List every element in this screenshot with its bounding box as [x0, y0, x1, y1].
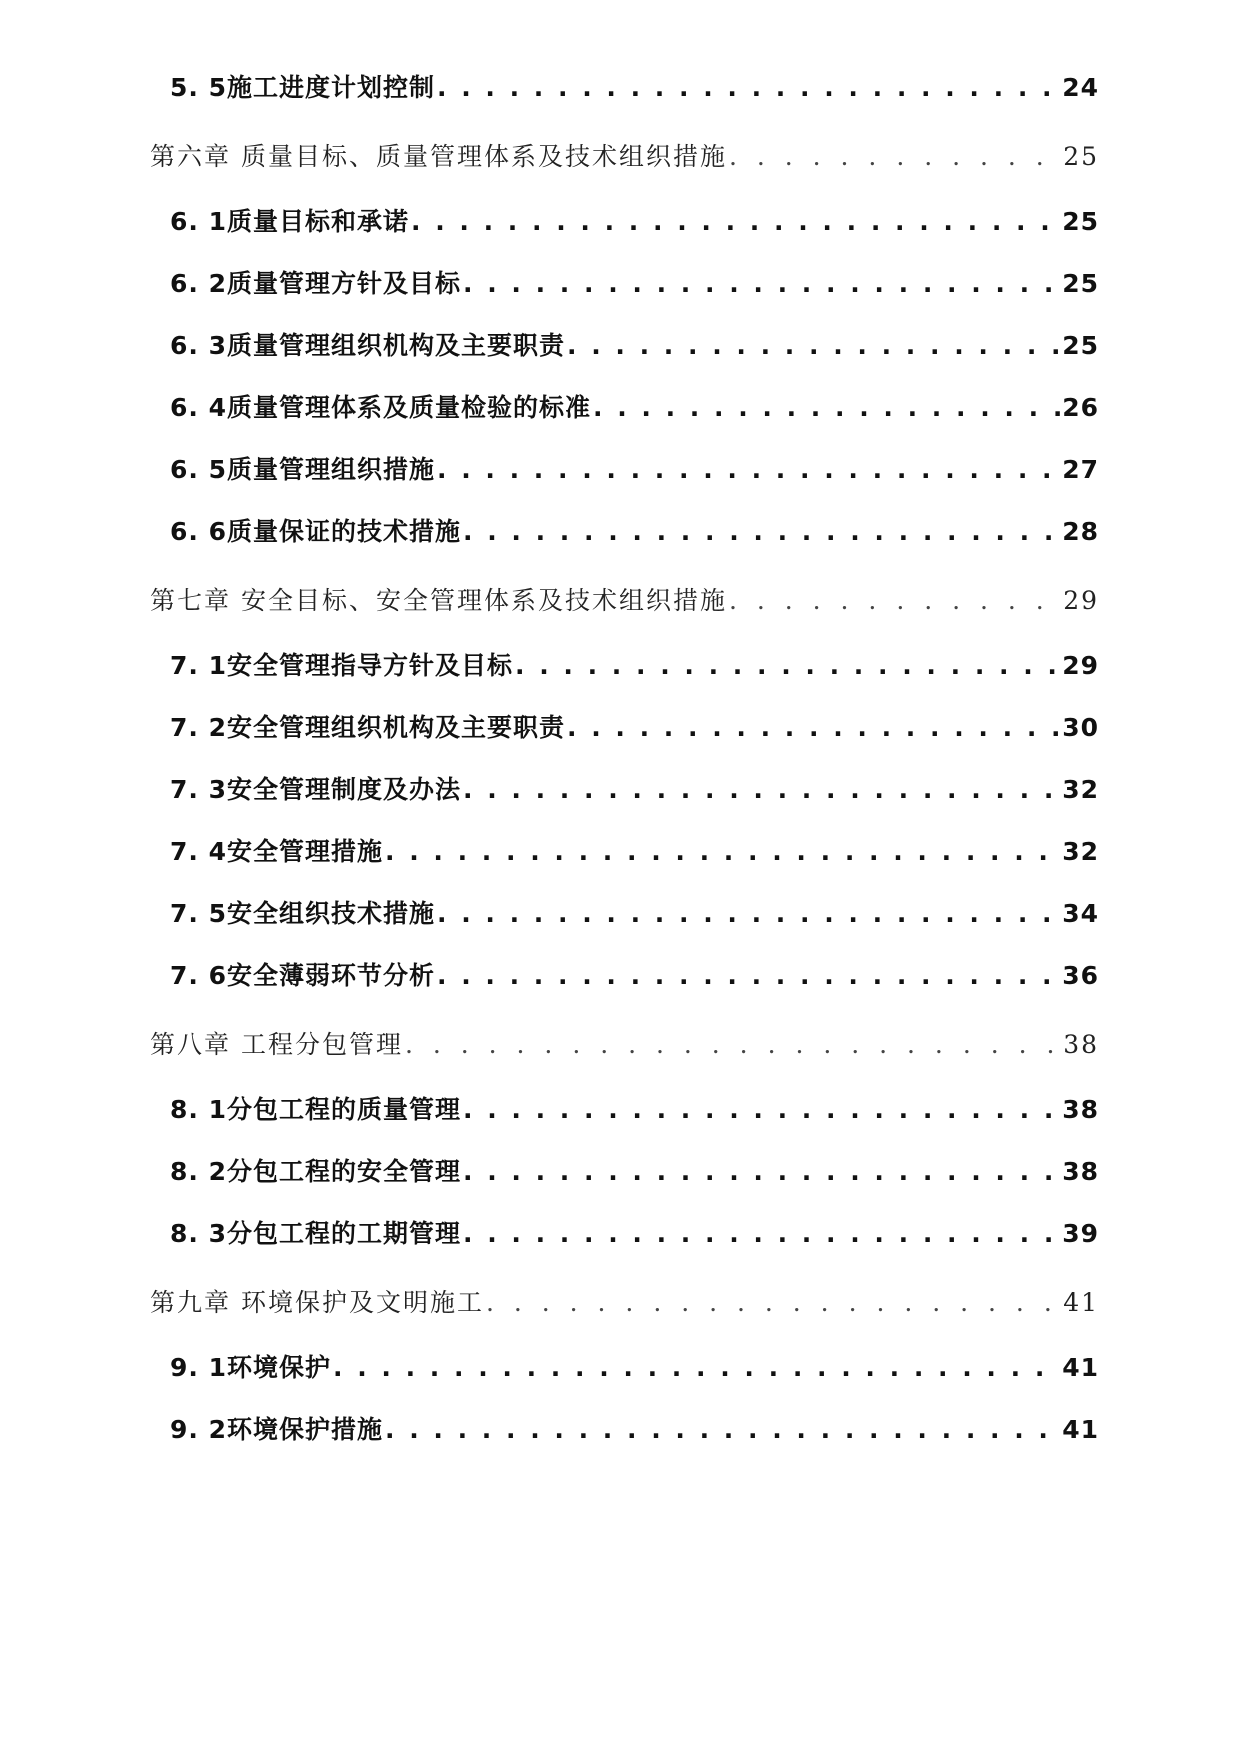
toc-entry-6-1[interactable] [170, 202, 1099, 238]
dot-leader [437, 455, 1060, 484]
toc-entry-page: 29 [1062, 651, 1099, 680]
toc-entry-page: 39 [1062, 1219, 1099, 1248]
toc-entry-page: 27 [1062, 455, 1099, 484]
toc-entry-title: 7. 2安全管理组织机构及主要职责 [170, 713, 565, 742]
toc-entry-7-4[interactable] [170, 832, 1099, 868]
toc-entry-title: 6. 6质量保证的技术措施 [170, 517, 461, 546]
dot-leader [463, 1219, 1060, 1248]
toc-entry-title: 6. 5质量管理组织措施 [170, 455, 435, 484]
toc-entry-title: 8. 2分包工程的安全管理 [170, 1157, 461, 1186]
toc-chapter-title: 第七章 安全目标、安全管理体系及技术组织措施 [150, 586, 727, 615]
dot-leader [405, 1030, 1061, 1059]
toc-entry-page: 24 [1062, 73, 1099, 102]
toc-chapter-title: 第八章 工程分包管理 [150, 1030, 403, 1059]
toc-chapter-page: 29 [1063, 586, 1099, 615]
toc-entry-7-2[interactable] [170, 708, 1099, 744]
toc-entry-page: 32 [1062, 837, 1099, 866]
dot-leader [729, 142, 1061, 171]
dot-leader [463, 269, 1060, 298]
toc-entry-page: 38 [1062, 1095, 1099, 1124]
toc-entry-page: 28 [1062, 517, 1099, 546]
toc-chapter-6[interactable] [150, 137, 1099, 173]
dot-leader [593, 393, 1060, 422]
toc-entry-page: 36 [1062, 961, 1099, 990]
toc-entry-title: 8. 1分包工程的质量管理 [170, 1095, 461, 1124]
toc-chapter-page: 41 [1063, 1288, 1099, 1317]
dot-leader [515, 651, 1060, 680]
toc-entry-6-4[interactable] [170, 388, 1099, 424]
toc-entry-title: 7. 1安全管理指导方针及目标 [170, 651, 513, 680]
dot-leader [333, 1353, 1060, 1382]
toc-entry-page: 30 [1062, 713, 1099, 742]
toc-entry-9-2[interactable] [170, 1410, 1099, 1446]
toc-entry-7-3[interactable] [170, 770, 1099, 806]
toc-entry-page: 32 [1062, 775, 1099, 804]
toc-entry-page: 26 [1062, 393, 1099, 422]
toc-chapter-page: 25 [1063, 142, 1099, 171]
dot-leader [463, 1095, 1060, 1124]
dot-leader [463, 1157, 1060, 1186]
toc-entry-6-6[interactable] [170, 512, 1099, 548]
dot-leader [486, 1288, 1061, 1317]
dot-leader [567, 713, 1060, 742]
toc-chapter-9[interactable] [150, 1283, 1099, 1319]
toc-entry-title: 7. 5安全组织技术措施 [170, 899, 435, 928]
dot-leader [437, 73, 1060, 102]
toc-entry-9-1[interactable] [170, 1348, 1099, 1384]
toc-entry-page: 34 [1062, 899, 1099, 928]
dot-leader [463, 517, 1060, 546]
toc-entry-title: 7. 6安全薄弱环节分析 [170, 961, 435, 990]
toc-entry-page: 41 [1062, 1415, 1099, 1444]
dot-leader [411, 207, 1060, 236]
toc-entry-title: 8. 3分包工程的工期管理 [170, 1219, 461, 1248]
toc-entry-7-5[interactable] [170, 894, 1099, 930]
toc-entry-title: 6. 1质量目标和承诺 [170, 207, 409, 236]
toc-entry-page: 41 [1062, 1353, 1099, 1382]
dot-leader [437, 899, 1060, 928]
toc-entry-page: 25 [1062, 331, 1099, 360]
toc-chapter-title: 第九章 环境保护及文明施工 [150, 1288, 484, 1317]
dot-leader [463, 775, 1060, 804]
toc-entry-5-5[interactable] [170, 68, 1099, 104]
dot-leader [385, 837, 1060, 866]
toc-entry-7-1[interactable] [170, 646, 1099, 682]
dot-leader [729, 586, 1061, 615]
toc-entry-8-3[interactable] [170, 1214, 1099, 1250]
dot-leader [385, 1415, 1060, 1444]
toc-chapter-7[interactable] [150, 581, 1099, 617]
toc-chapter-8[interactable] [150, 1025, 1099, 1061]
toc-entry-page: 25 [1062, 207, 1099, 236]
toc-entry-title: 7. 4安全管理措施 [170, 837, 383, 866]
toc-entry-title: 7. 3安全管理制度及办法 [170, 775, 461, 804]
toc-entry-page: 25 [1062, 269, 1099, 298]
toc-entry-page: 38 [1062, 1157, 1099, 1186]
toc-entry-7-6[interactable] [170, 956, 1099, 992]
toc-entry-title: 5. 5施工进度计划控制 [170, 73, 435, 102]
toc-entry-6-2[interactable] [170, 264, 1099, 300]
toc-entry-title: 9. 1环境保护 [170, 1353, 331, 1382]
toc-entry-title: 6. 3质量管理组织机构及主要职责 [170, 331, 565, 360]
toc-entry-8-2[interactable] [170, 1152, 1099, 1188]
dot-leader [437, 961, 1060, 990]
toc-chapter-page: 38 [1063, 1030, 1099, 1059]
toc-entry-title: 6. 4质量管理体系及质量检验的标准 [170, 393, 591, 422]
toc-entry-6-3[interactable] [170, 326, 1099, 362]
toc-chapter-title: 第六章 质量目标、质量管理体系及技术组织措施 [150, 142, 727, 171]
toc-entry-8-1[interactable] [170, 1090, 1099, 1126]
toc-entry-title: 9. 2环境保护措施 [170, 1415, 383, 1444]
toc-entry-6-5[interactable] [170, 450, 1099, 486]
dot-leader [567, 331, 1060, 360]
toc-entry-title: 6. 2质量管理方针及目标 [170, 269, 461, 298]
